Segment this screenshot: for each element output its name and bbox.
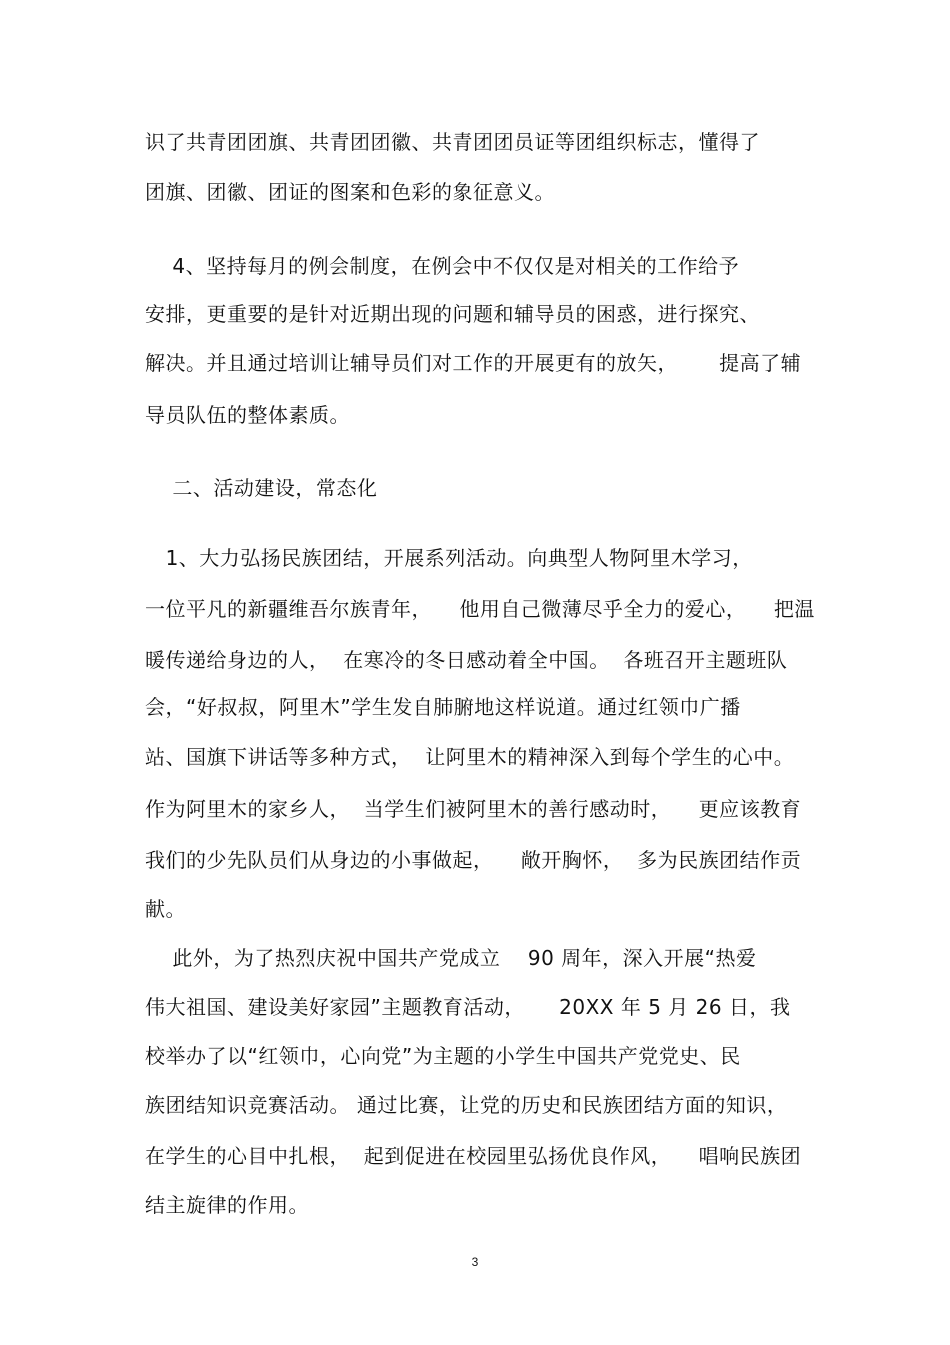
body-text-line: 识了共青团团旗、共青团团徽、共青团团员证等团组织标志，懂得了 — [145, 130, 760, 154]
body-text-line: 会，“好叔叔，阿里木”学生发自肺腑地这样说道。通过红领巾广播 — [145, 695, 741, 719]
body-text-line: 我们的少先队员们从身边的小事做起， 敞开胸怀， 多为民族团结作贡 — [145, 848, 802, 872]
body-text-line: 4、坚持每月的例会制度，在例会中不仅仅是对相关的工作给予 — [145, 254, 740, 278]
page-number: 3 — [471, 1255, 479, 1269]
body-text-line: 作为阿里木的家乡人， 当学生们被阿里木的善行感动时， 更应该教育 — [145, 797, 802, 821]
body-text-line: 伟大祖国、建设美好家园”主题教育活动， 20XX 年 5 月 26 日，我 — [145, 995, 791, 1019]
body-text-line: 此外，为了热烈庆祝中国共产党成立 90 周年，深入开展“热爱 — [145, 946, 757, 970]
body-text-line: 安排，更重要的是针对近期出现的问题和辅导员的困惑，进行探究、 — [145, 302, 760, 326]
body-text-line: 献。 — [145, 897, 186, 921]
section-heading: 二、活动建设，常态化 — [145, 476, 378, 500]
body-text-line: 校举办了以“红领巾，心向党”为主题的小学生中国共产党党史、民 — [145, 1044, 741, 1068]
body-text-line: 一位平凡的新疆维吾尔族青年， 他用自己微薄尽乎全力的爱心， 把温 — [145, 597, 815, 621]
body-text-line: 站、国旗下讲话等多种方式， 让阿里木的精神深入到每个学生的心中。 — [145, 745, 795, 769]
body-text-line: 在学生的心目中扎根， 起到促进在校园里弘扬优良作风， 唱响民族团 — [145, 1144, 802, 1168]
body-text-line: 1、大力弘扬民族团结，开展系列活动。向典型人物阿里木学习， — [145, 546, 753, 570]
body-text-line: 导员队伍的整体素质。 — [145, 403, 350, 427]
body-text-line: 结主旋律的作用。 — [145, 1193, 309, 1217]
body-text-line: 团旗、团徽、团证的图案和色彩的象征意义。 — [145, 180, 555, 204]
body-text-line: 暖传递给身边的人， 在寒冷的冬日感动着全中国。 各班召开主题班队 — [145, 648, 788, 672]
body-text-line: 解决。并且通过培训让辅导员们对工作的开展更有的放矢， 提高了辅 — [145, 351, 802, 375]
body-text-line: 族团结知识竞赛活动。 通过比赛，让党的历史和民族团结方面的知识， — [145, 1093, 788, 1117]
